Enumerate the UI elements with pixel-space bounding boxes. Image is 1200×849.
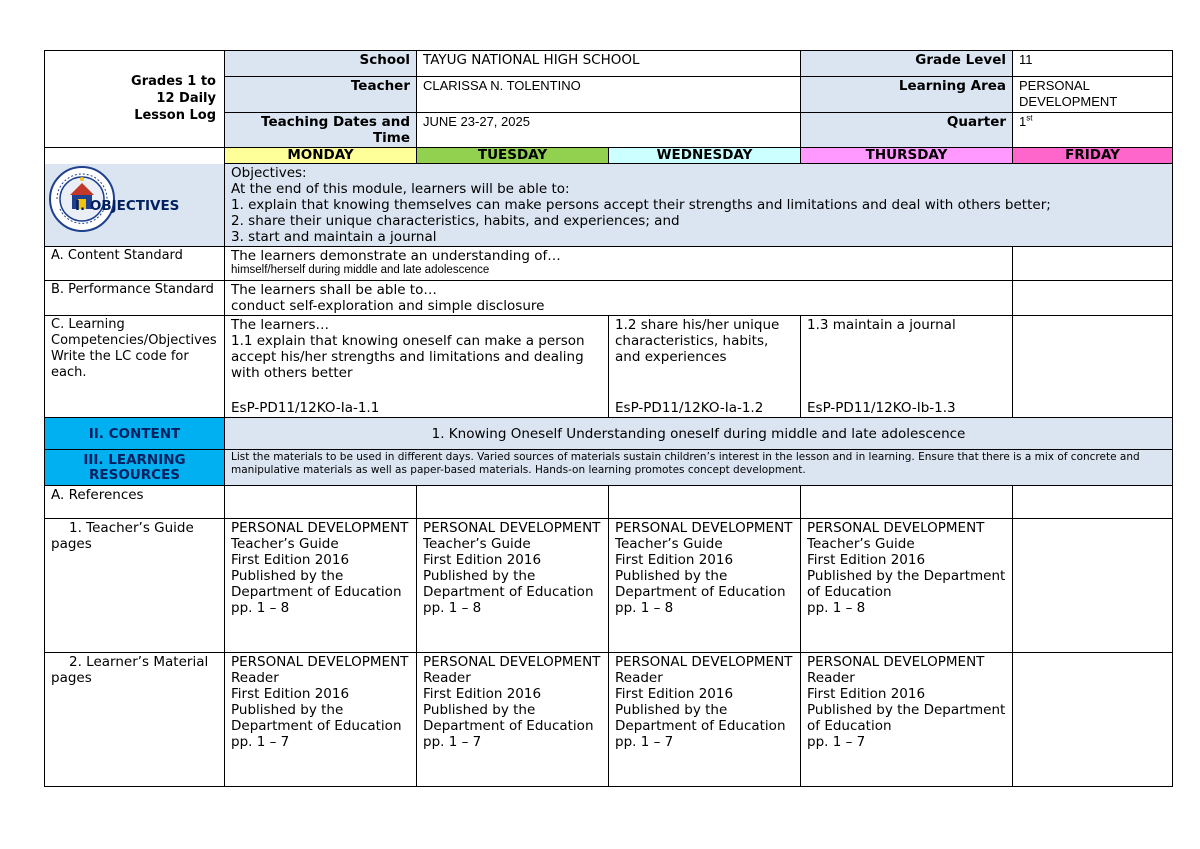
competencies-mt-line2: 1.1 explain that knowing oneself can make a person accept his/her strengths and limitations and dealing with others better (231, 333, 585, 381)
objectives-text (225, 164, 1173, 247)
day-friday: FRIDAY (1013, 148, 1173, 164)
tg-thu-line4: Published by the Department of Education (807, 568, 1006, 600)
competencies-mt-line1: The learners… (231, 317, 329, 333)
grades-line2: 12 Daily (156, 91, 216, 106)
tg-tue-line3: First Edition 2016 (423, 552, 542, 568)
content-text: 1. Knowing Oneself Understanding oneself during middle and late adolescence (225, 418, 1173, 450)
grade-level-label: Grade Level (801, 51, 1013, 77)
lm-tue-line1: PERSONAL DEVELOPMENT (423, 654, 601, 670)
teachers-guide-friday (1013, 519, 1173, 653)
tg-wed-line5: pp. 1 – 8 (615, 600, 674, 616)
lm-mon-line5: pp. 1 – 7 (231, 734, 290, 750)
tg-mon-line1: PERSONAL DEVELOPMENT (231, 520, 409, 536)
lesson-log-table (44, 50, 1173, 787)
teachers-guide-wednesday (609, 519, 801, 653)
competencies-mt-cell (225, 316, 609, 418)
objectives-label-cell (45, 164, 225, 247)
quarter-number: 1 (1019, 114, 1027, 129)
content-standard-line2: himself/herself during middle and late adolescence (231, 264, 490, 276)
lm-wed-line1: PERSONAL DEVELOPMENT (615, 654, 793, 670)
resources-text: List the materials to be used in different days. Varied sources of materials sustain children’s interest in the lesson and in learning. Ensure that there is a mix of concrete and manipulative materials as well as paper-based materials. Hands-on learning promotes concept development. (225, 450, 1173, 486)
learners-material-tuesday (417, 653, 609, 787)
content-standard-text (225, 247, 1013, 281)
learning-area-label: Learning Area (801, 77, 1013, 113)
teacher-label: Teacher (225, 77, 417, 113)
tg-wed-line4: Published by the Department of Education (615, 568, 786, 600)
references-tuesday (417, 486, 609, 519)
tg-wed-line3: First Edition 2016 (615, 552, 734, 568)
performance-standard-text (225, 281, 1013, 316)
tg-mon-line2: Teacher’s Guide (231, 536, 339, 552)
day-header-spacer (45, 148, 225, 164)
tg-mon-line3: First Edition 2016 (231, 552, 350, 568)
resources-label: III. LEARNING RESOURCES (45, 450, 225, 486)
learners-material-monday (225, 653, 417, 787)
tg-thu-line3: First Edition 2016 (807, 552, 926, 568)
lm-thu-line1: PERSONAL DEVELOPMENT (807, 654, 985, 670)
tg-thu-line2: Teacher’s Guide (807, 536, 915, 552)
grades-line1: Grades 1 to (131, 74, 216, 89)
day-wednesday: WEDNESDAY (609, 148, 801, 164)
references-friday (1013, 486, 1173, 519)
content-standard-line1: The learners demonstrate an understanding of… (231, 248, 561, 264)
lm-wed-line2: Reader (615, 670, 663, 686)
day-monday: MONDAY (225, 148, 417, 164)
performance-standard-friday (1013, 281, 1173, 316)
lm-mon-line1: PERSONAL DEVELOPMENT (231, 654, 409, 670)
references-label: A. References (45, 486, 225, 519)
performance-standard-row (45, 281, 1173, 316)
grades-line3: Lesson Log (134, 108, 216, 123)
tg-mon-line4: Published by the Department of Education (231, 568, 402, 600)
teachers-guide-tuesday (417, 519, 609, 653)
references-thursday (801, 486, 1013, 519)
competencies-friday (1013, 316, 1173, 418)
lm-mon-line3: First Edition 2016 (231, 686, 350, 702)
teacher-value: CLARISSA N. TOLENTINO (417, 77, 801, 113)
quarter-value (1013, 113, 1173, 148)
school-label: School (225, 51, 417, 77)
competencies-thu-text: 1.3 maintain a journal (807, 317, 956, 333)
content-standard-row (45, 247, 1173, 281)
competencies-thu-code: EsP-PD11/12KO-Ib-1.3 (807, 400, 956, 416)
objectives-line4: 2. share their unique characteristics, habits, and experiences; and (231, 213, 680, 229)
competencies-label: C. Learning Competencies/Objectives Write the LC code for each. (45, 316, 225, 418)
competencies-mt-code: EsP-PD11/12KO-Ia-1.1 (231, 400, 380, 416)
references-monday (225, 486, 417, 519)
dates-label: Teaching Dates and Time (225, 113, 417, 148)
lm-wed-line3: First Edition 2016 (615, 686, 734, 702)
tg-thu-line5: pp. 1 – 8 (807, 600, 866, 616)
lm-thu-line4: Published by the Department of Education (807, 702, 1006, 734)
school-value: TAYUG NATIONAL HIGH SCHOOL (417, 51, 801, 77)
content-standard-friday (1013, 247, 1173, 281)
tg-tue-line1: PERSONAL DEVELOPMENT (423, 520, 601, 536)
performance-standard-label: B. Performance Standard (45, 281, 225, 316)
learners-material-thursday (801, 653, 1013, 787)
objectives-line3: 1. explain that knowing themselves can make persons accept their strengths and limitations and deal with others better; (231, 197, 1051, 213)
objectives-label: I. OBJECTIVES (75, 197, 180, 214)
header-row-school (45, 51, 1173, 77)
lm-mon-line2: Reader (231, 670, 279, 686)
quarter-suffix: st (1026, 113, 1033, 123)
tg-mon-line5: pp. 1 – 8 (231, 600, 290, 616)
daily-lesson-log (44, 50, 1172, 787)
dates-value: JUNE 23-27, 2025 (417, 113, 801, 148)
lm-tue-line2: Reader (423, 670, 471, 686)
performance-standard-line1: The learners shall be able to… (231, 282, 437, 298)
teachers-guide-monday (225, 519, 417, 653)
performance-standard-line2: conduct self-exploration and simple disclosure (231, 298, 545, 314)
competencies-wed-code: EsP-PD11/12KO-Ia-1.2 (615, 400, 764, 416)
quarter-label: Quarter (801, 113, 1013, 148)
day-tuesday: TUESDAY (417, 148, 609, 164)
day-thursday: THURSDAY (801, 148, 1013, 164)
day-header-row (45, 148, 1173, 164)
tg-tue-line4: Published by the Department of Education (423, 568, 594, 600)
learning-area-value: PERSONAL DEVELOPMENT (1013, 77, 1173, 113)
objectives-line1: Objectives: (231, 165, 307, 181)
competencies-thu-cell (801, 316, 1013, 418)
tg-tue-line5: pp. 1 – 8 (423, 600, 482, 616)
competencies-row (45, 316, 1173, 418)
lm-tue-line4: Published by the Department of Education (423, 702, 594, 734)
learners-material-label: 2. Learner’s Material pages (45, 653, 225, 787)
tg-wed-line2: Teacher’s Guide (615, 536, 723, 552)
resources-row (45, 450, 1173, 486)
learners-material-row (45, 653, 1173, 787)
learners-material-friday (1013, 653, 1173, 787)
teachers-guide-label: 1. Teacher’s Guide pages (45, 519, 225, 653)
content-row (45, 418, 1173, 450)
tg-wed-line1: PERSONAL DEVELOPMENT (615, 520, 793, 536)
references-wednesday (609, 486, 801, 519)
references-row (45, 486, 1173, 519)
learners-material-wednesday (609, 653, 801, 787)
tg-thu-line1: PERSONAL DEVELOPMENT (807, 520, 985, 536)
content-label: II. CONTENT (45, 418, 225, 450)
competencies-wed-text: 1.2 share his/her unique characteristics, habits, and experiences (615, 317, 780, 365)
lm-wed-line5: pp. 1 – 7 (615, 734, 674, 750)
lm-tue-line3: First Edition 2016 (423, 686, 542, 702)
content-standard-label: A. Content Standard (45, 247, 225, 281)
objectives-line2: At the end of this module, learners will be able to: (231, 181, 570, 197)
teachers-guide-thursday (801, 519, 1013, 653)
grade-level-value: 11 (1013, 51, 1173, 77)
lm-mon-line4: Published by the Department of Education (231, 702, 402, 734)
lm-tue-line5: pp. 1 – 7 (423, 734, 482, 750)
lm-thu-line5: pp. 1 – 7 (807, 734, 866, 750)
lm-thu-line3: First Edition 2016 (807, 686, 926, 702)
competencies-wed-cell (609, 316, 801, 418)
grades-title (45, 51, 225, 148)
lm-thu-line2: Reader (807, 670, 855, 686)
tg-tue-line2: Teacher’s Guide (423, 536, 531, 552)
objectives-line5: 3. start and maintain a journal (231, 229, 437, 245)
lm-wed-line4: Published by the Department of Education (615, 702, 786, 734)
objectives-row (45, 164, 1173, 247)
teachers-guide-row (45, 519, 1173, 653)
